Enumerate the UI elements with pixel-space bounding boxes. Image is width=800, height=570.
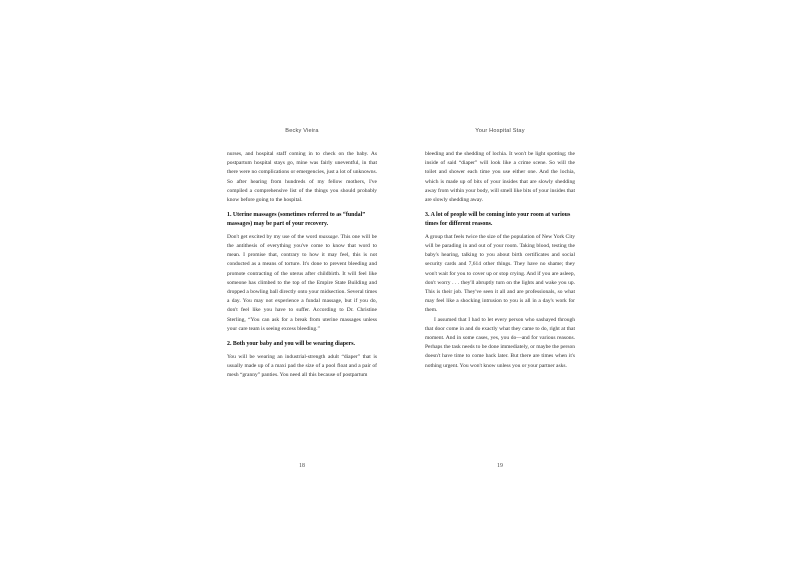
right-page-body <box>425 150 575 371</box>
section-3-body: A group that feels twice the size of the population of New York City will be parading in and out of your room. Taking blood, testing the baby's hearing, talking to you about birth certificates and social security cards and 7,614 other things. They have no shame; they won't wait for you to cover up or stop crying. And if you are asleep, don't worry . . . they'll abruptly turn on the lights and wake you up. This is their job. They've seen it all and are professionals, so what may feel like a shocking intrusion to you is all in a day's work for them. <box>425 233 576 314</box>
left-intro-paragraph: nurses, and hospital staff coming in to check on the baby. As postpartum hospital stays go, mine was fairly uneventful, in that there were no complications or emergencies, just a lot of unknowns. So after hearing from hundreds of my fellow mothers, I've compiled a comprehensive list of the things you should probably know before going to the hospital. <box>227 151 377 204</box>
section-3-heading: 3. A lot of people will be coming into your room at various times for different reasons. <box>425 212 571 228</box>
section-1-heading: 1. Uterine massages (sometimes referred to as “fundal” massages) may be part of your recovery. <box>227 212 366 228</box>
section-3-body-continued: I assumed that I had to let every person who sashayed through that door come in and do exactly what they came to do, right at that moment. And in some cases, yes, you do—and for various reasons. Perhaps the task needs to be done immediately, or maybe the person doesn't have time to come back later. But there are times when it's nothing urgent. You won't know unless you or your partner asks. <box>425 316 575 369</box>
left-page-body <box>227 150 377 380</box>
emphasis-massage: massage <box>318 233 338 240</box>
running-head-chapter: Your Hospital Stay <box>475 128 525 134</box>
left-page <box>227 0 377 570</box>
running-head-author: Becky Vieira <box>285 128 319 134</box>
page-number-left: 18 <box>299 463 305 469</box>
section-2-body: You will be wearing an industrial-strength adult “diaper” that is usually made up of a maxi pad the size of a pool float and a pair of mesh “granny” panties. You need all this because of postpartum <box>227 353 377 379</box>
right-page <box>425 0 575 570</box>
page-number-right: 19 <box>497 463 503 469</box>
section-2-heading: 2. Both your baby and you will be wearing diapers. <box>227 341 356 348</box>
right-intro-paragraph: bleeding and the shedding of lochia. It won't be light spotting; the inside of said “diaper” will look like a crime scene. So will the toilet and shower each time you use either one. And the lochia, which is made up of bits of your insides that are slowly shedding away from within your body, will smell like bits of your insides that are slowly shedding away. <box>425 151 575 204</box>
section-1-body: Don't get excited by my use of the word massage. This one will be the antithesis of everything you've come to know that word to mean. I promise that, contrary to how it may feel, this is not conducted as a means of torture. It's done to prevent bleeding and promote contracting of the uterus after childbirth. It will feel like someone has climbed to the top of the Empire State Building and dropped a bowling ball directly onto your midsection. Several times a day. You may not experience a fundal massage, but if you do, don't feel like you have to suffer. According to Dr. Christine Sterling, “You can ask for a break from uterine massages unless your care team is seeing excess bleeding.” <box>227 233 377 332</box>
